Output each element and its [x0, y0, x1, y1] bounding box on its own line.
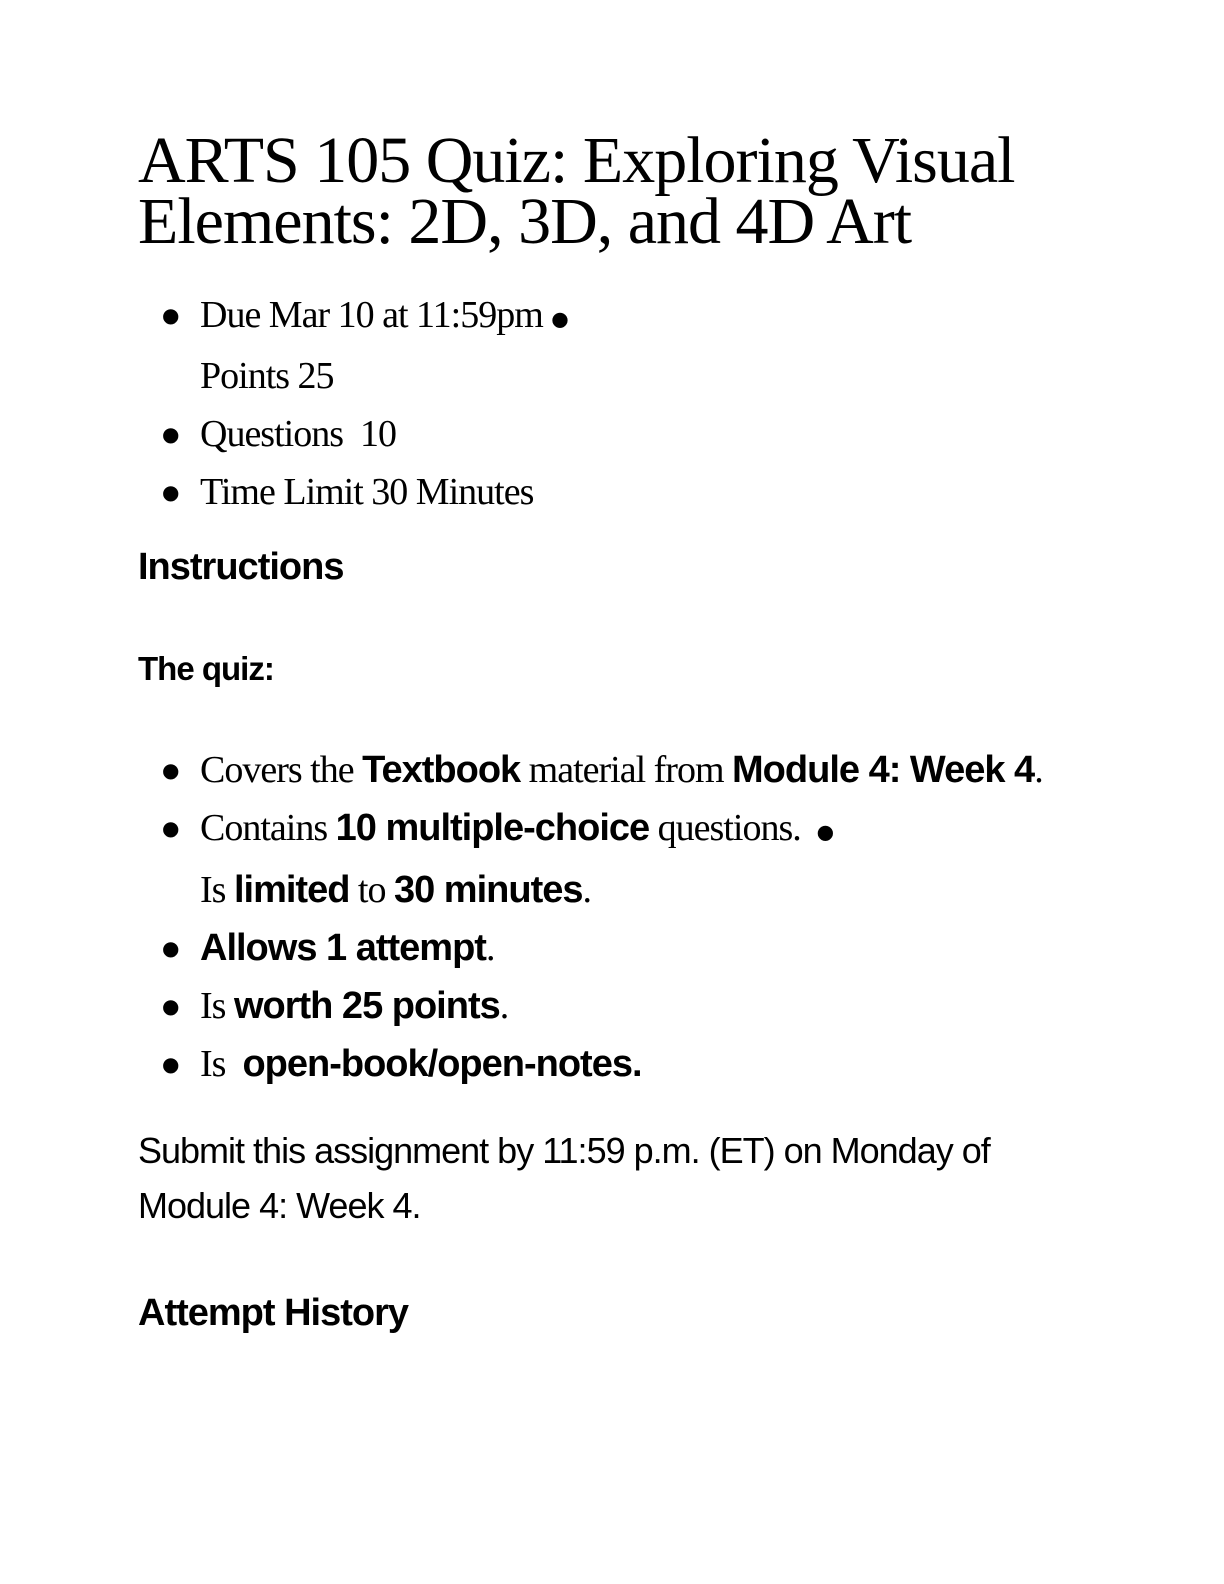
- bullet-icon: ●: [162, 993, 180, 1018]
- bold-text: Module 4: Week 4: [732, 749, 1035, 792]
- text: Is: [200, 868, 234, 911]
- bold-text: 10 multiple-choice: [335, 807, 650, 850]
- bullet-icon: ●: [810, 819, 835, 844]
- list-item-attempts: [162, 919, 1078, 977]
- bullet-icon: ●: [162, 1051, 180, 1076]
- bold-text: 30 minutes: [393, 868, 583, 911]
- bold-text: limited: [233, 868, 350, 911]
- instructions-heading: Instructions: [138, 546, 344, 589]
- bold-text: Textbook: [362, 749, 521, 792]
- text: Covers the: [200, 749, 363, 792]
- attempt-history-heading: Attempt History: [138, 1291, 409, 1334]
- text: to: [349, 868, 394, 911]
- bullet-icon: ●: [162, 422, 179, 447]
- bullet-icon: ●: [551, 306, 568, 331]
- text: Is: [200, 1042, 243, 1085]
- bullet-icon: ●: [162, 480, 179, 505]
- list-item-covers: [162, 741, 1078, 799]
- text: Contains: [200, 807, 336, 850]
- text: .: [485, 926, 495, 969]
- page-title: ARTS 105 Quiz: Exploring Visual Elements: 2D, 3D, and 4D Art: [138, 124, 1015, 258]
- meta-due: [162, 286, 1078, 405]
- due-date: Due Mar 10 at 11:59pm: [200, 294, 543, 336]
- bold-text: worth 25 points: [233, 984, 500, 1027]
- quiz-details-list: [138, 741, 1078, 1092]
- quiz-subheading: The quiz:: [138, 650, 274, 688]
- text: .: [1034, 749, 1043, 792]
- time-limit: Time Limit 30 Minutes: [200, 471, 534, 514]
- points: Points 25: [200, 355, 334, 398]
- text: .: [582, 868, 592, 911]
- text: .: [499, 984, 509, 1027]
- text: Is: [200, 984, 234, 1027]
- bold-text: open-book/open-notes.: [242, 1042, 642, 1085]
- bullet-icon: ●: [162, 935, 180, 960]
- bullet-icon: ●: [162, 303, 179, 327]
- bullet-icon: ●: [162, 758, 180, 783]
- questions-count: Questions 10: [200, 413, 396, 456]
- bold-text: Allows 1 attempt: [200, 926, 486, 969]
- meta-time-limit: [162, 463, 1078, 521]
- list-item-contains: [162, 799, 1078, 918]
- quiz-page: [138, 124, 1078, 1343]
- meta-questions: [162, 405, 1078, 463]
- text: material from: [520, 749, 733, 792]
- submit-note: Submit this assignment by 11:59 p.m. (ET) on Monday of Module 4: Week 4.: [138, 1129, 990, 1226]
- list-item-open-book: [162, 1035, 1078, 1093]
- list-item-worth: [162, 977, 1078, 1035]
- text: questions.: [649, 807, 801, 850]
- bullet-icon: ●: [162, 816, 180, 841]
- quiz-meta-list: [138, 286, 1078, 521]
